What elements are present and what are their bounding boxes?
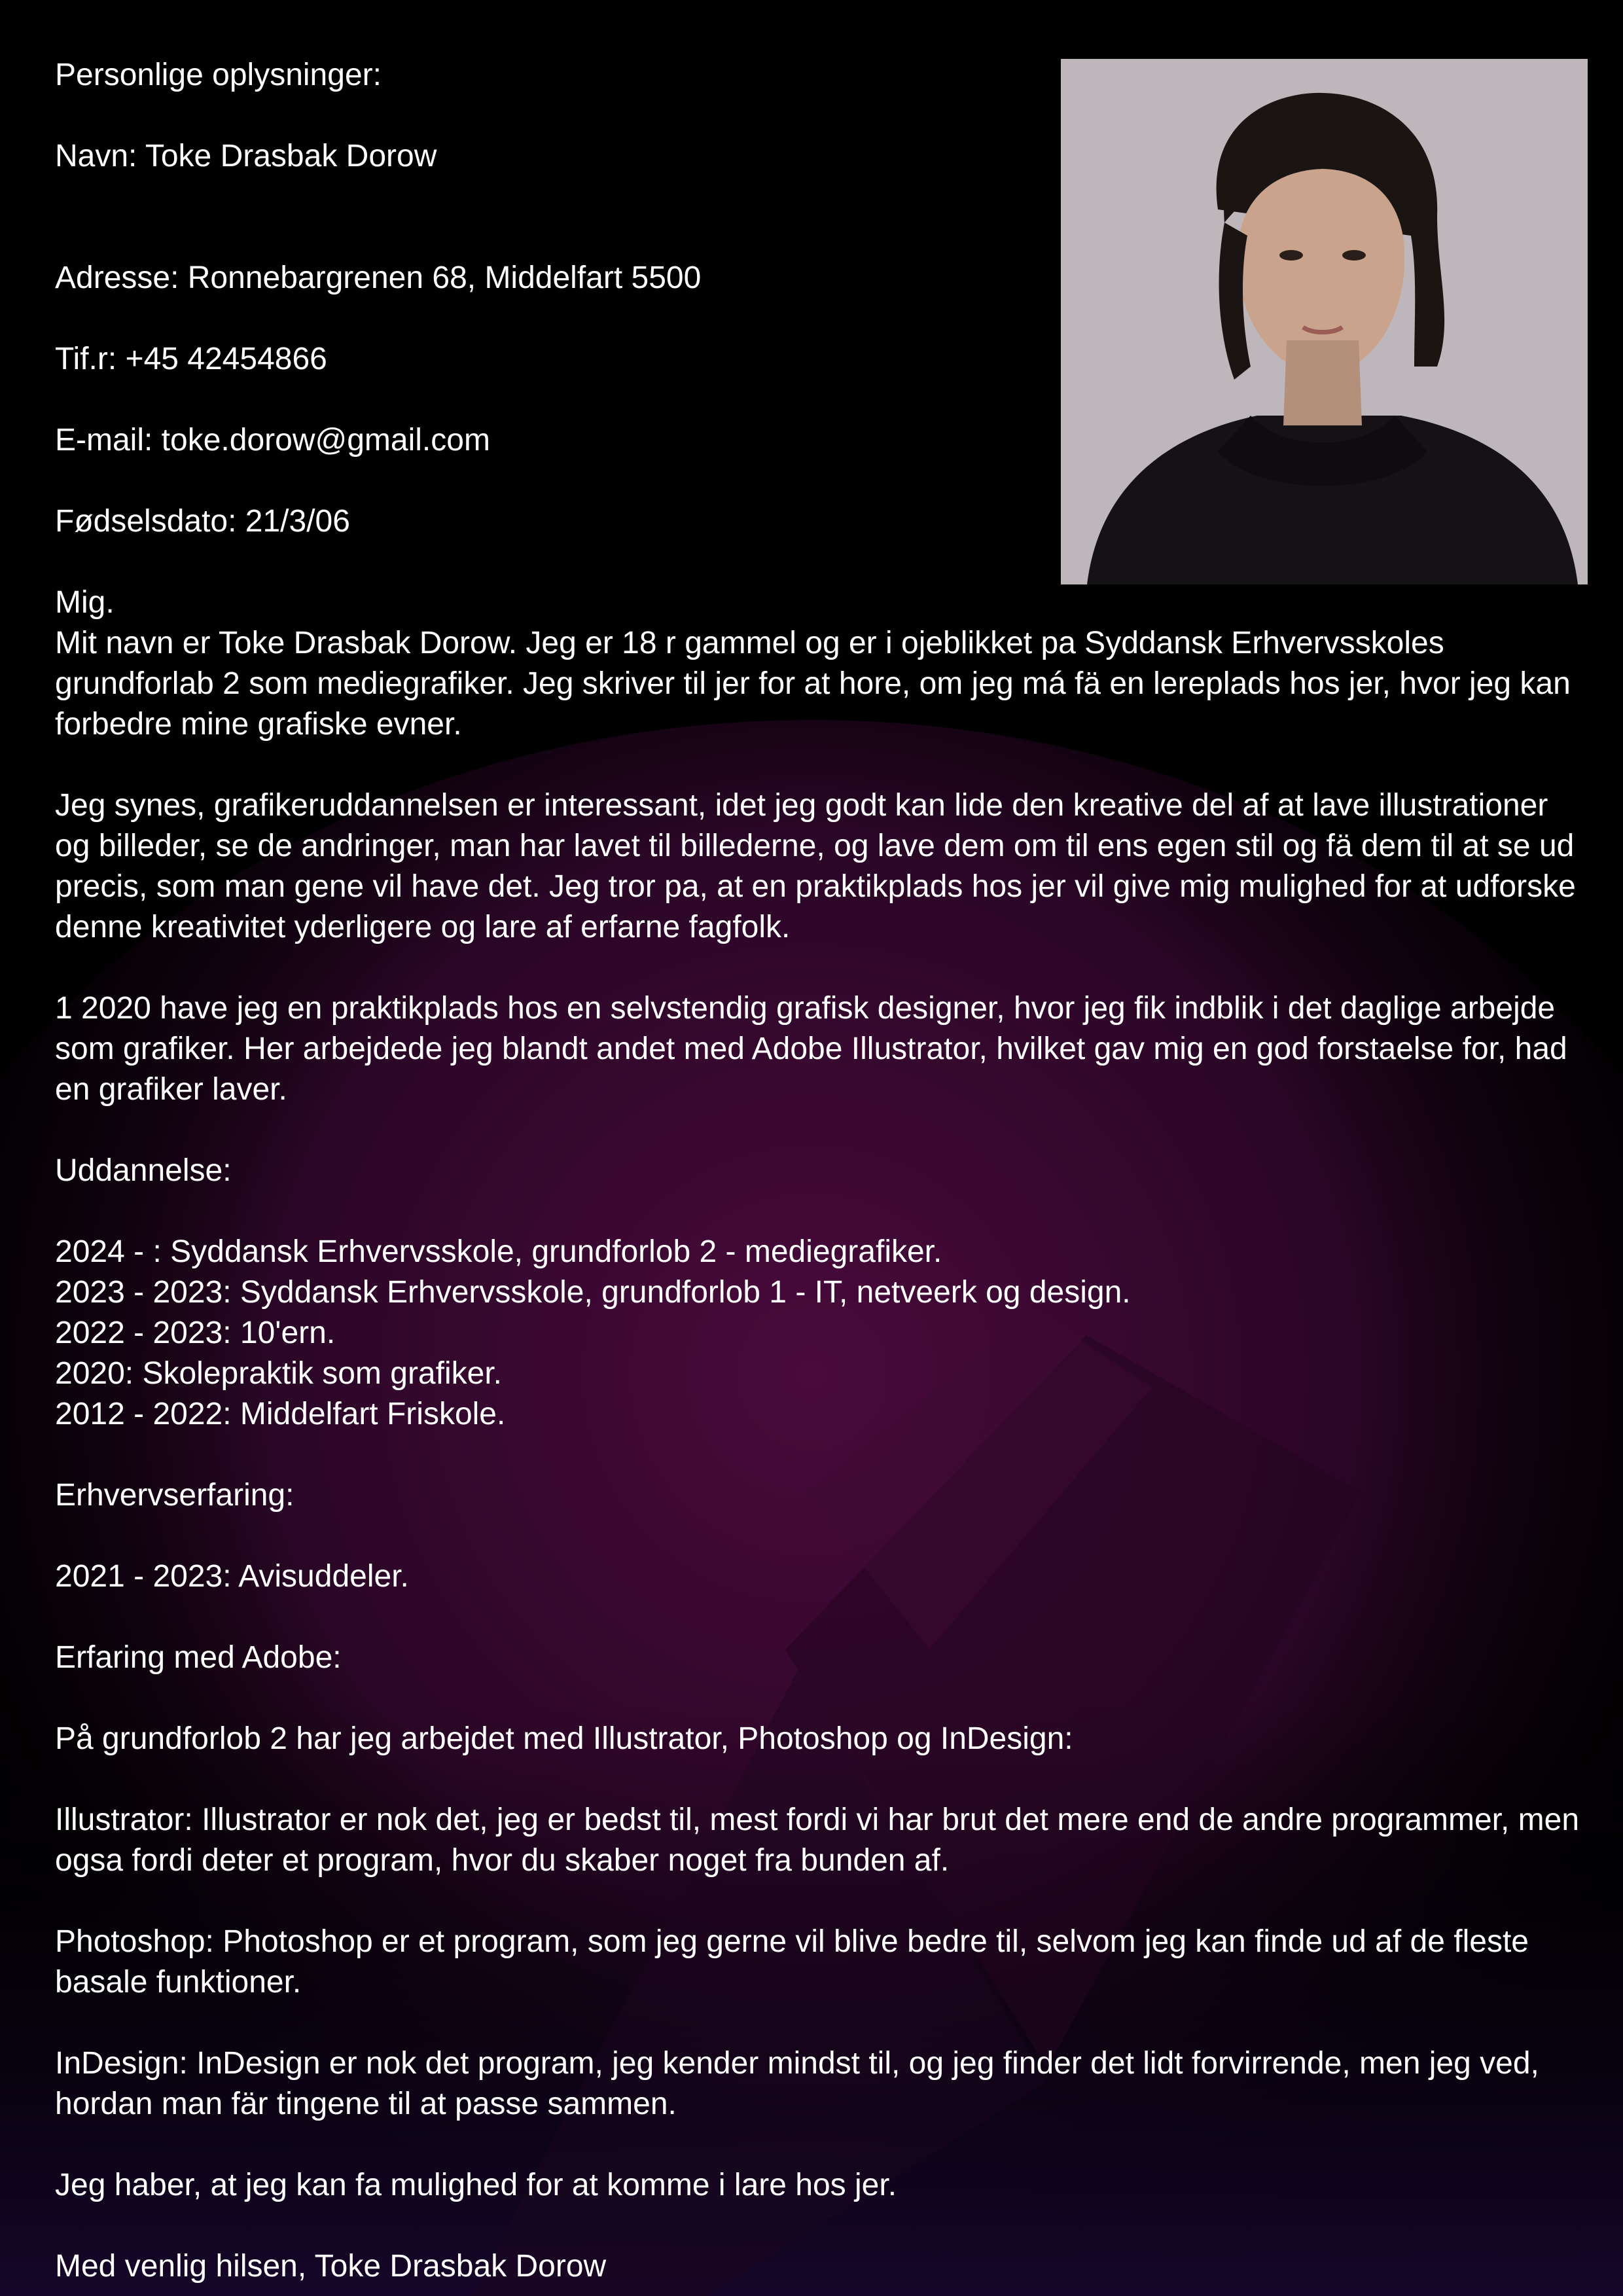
adobe-illustrator: Illustrator: Illustrator er nok det, jeg er bedst til, mest fordi vi har brut det mere end de andre programmer, men ogsa fordi deter et program, hvor du skaber noget fra bunden af. xyxy=(55,1803,1588,1878)
personal-info-heading: Personlige oplysninger: xyxy=(55,58,382,92)
education-item: 2012 - 2022: Middelfart Friskole. xyxy=(55,1397,506,1431)
adobe-intro: På grundforlob 2 har jeg arbejdet med Illustrator, Photoshop og InDesign: xyxy=(55,1721,1073,1756)
education-item: 2022 - 2023: 10'ern. xyxy=(55,1316,336,1350)
adobe-heading: Erfaring med Adobe: xyxy=(55,1640,342,1675)
adobe-photoshop: Photoshop: Photoshop er et program, som jeg gerne vil blive bedre til, selvom jeg kan finde ud af de fleste basale funktioner. xyxy=(55,1924,1538,2000)
education-item: 2023 - 2023: Syddansk Erhvervsskole, grundforlob 1 - IT, netveerk og design. xyxy=(55,1275,1131,1310)
work-item: 2021 - 2023: Avisuddeler. xyxy=(55,1559,409,1594)
about-paragraph-1: Mit navn er Toke Drasbak Dorow. Jeg er 18 r gammel og er i ojeblikket pa Syddansk Erhvervsskoles grundforlab 2 som mediegrafiker. Jeg skriver til jer for at hore, om jeg má fä en lereplads hos jer, hvor jeg kan forbedre mine grafiske evner. xyxy=(55,626,1580,742)
name-line: Navn: Toke Drasbak Dorow xyxy=(55,139,437,173)
phone-line: Tif.r: +45 42454866 xyxy=(55,342,327,376)
about-heading: Mig. xyxy=(55,585,115,620)
adobe-indesign: InDesign: InDesign er nok det program, jeg kender mindst til, og jeg finder det lidt forvirrende, men jeg ved, hordan man fär tingene til at passe sammen. xyxy=(55,2046,1548,2121)
address-line: Adresse: Ronnebargrenen 68, Middelfart 5500 xyxy=(55,260,702,295)
portrait-photo-icon xyxy=(1061,59,1588,584)
about-paragraph-3: 1 2020 have jeg en praktikplads hos en selvstendig grafisk designer, hvor jeg fik indblik i det daglige arbejde som grafiker. Her arbejdede jeg blandt andet med Adobe Illustrator, hvilket gav mig en god forstaelse for, had en grafiker laver. xyxy=(55,991,1577,1107)
education-item: 2024 - : Syddansk Erhvervsskole, grundforlob 2 - mediegrafiker. xyxy=(55,1234,942,1269)
work-heading: Erhvervserfaring: xyxy=(55,1478,294,1513)
email-line: E-mail: toke.dorow@gmail.com xyxy=(55,423,490,457)
about-paragraph-2: Jeg synes, grafikeruddannelsen er interessant, idet jeg godt kan lide den kreative del af at lave illustrationer og billeder, se de andringer, man har lavet til billederne, og lave dem om til ens egen stil og fä dem til at se ud precis, som man gene vil have det. Jeg tror pa, at en praktikplads hos jer vil give mig mulighed for at udforske denne kreativitet yderligere og lare af erfarne fagfolk. xyxy=(55,788,1585,944)
closing-signoff: Med venlig hilsen, Toke Drasbak Dorow xyxy=(55,2249,607,2284)
closing-hope: Jeg haber, at jeg kan fa mulighed for at komme i lare hos jer. xyxy=(55,2168,897,2202)
portrait-photo xyxy=(1061,59,1588,584)
education-heading: Uddannelse: xyxy=(55,1153,232,1188)
birthdate-line: Fødselsdato: 21/3/06 xyxy=(55,504,350,539)
education-item: 2020: Skolepraktik som grafiker. xyxy=(55,1356,502,1391)
